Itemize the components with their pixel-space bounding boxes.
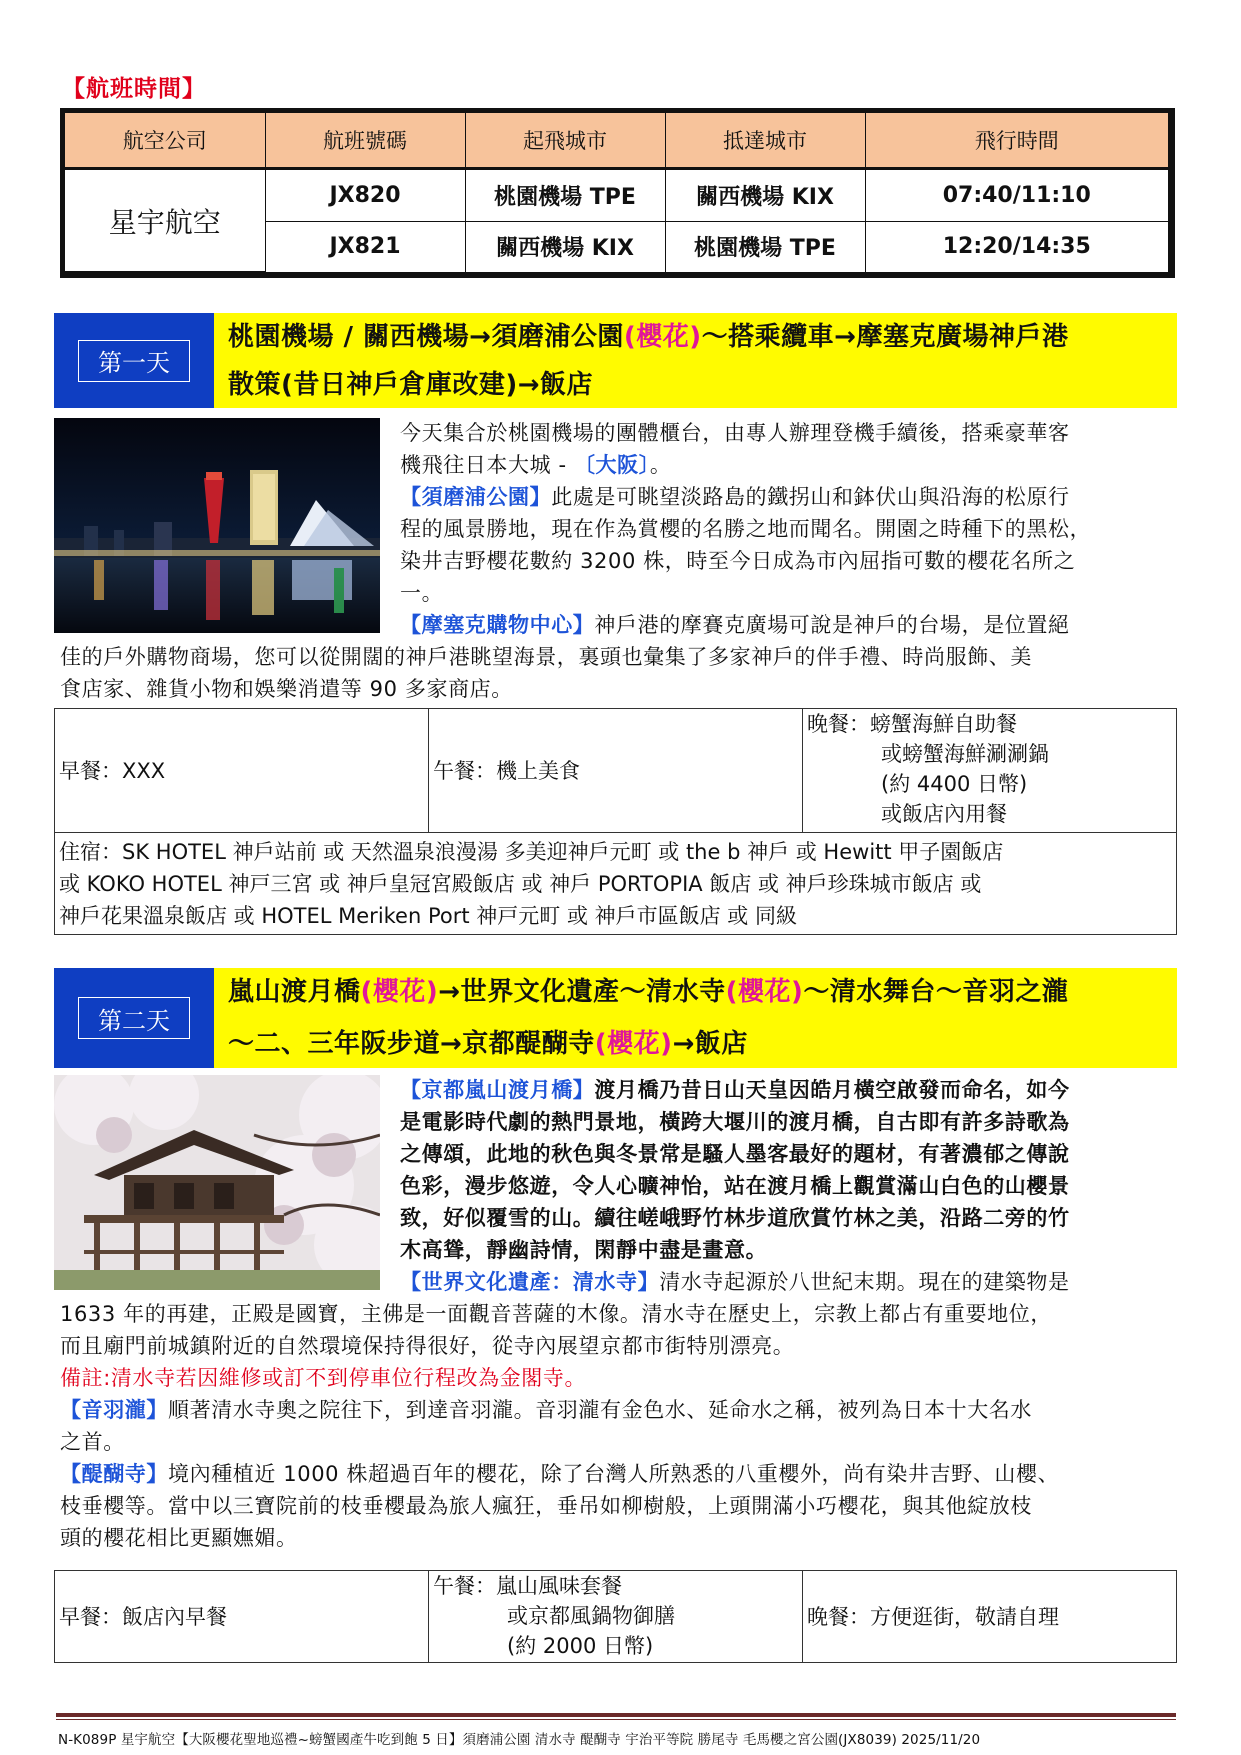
airline-cell: 星宇航空 (65, 169, 265, 272)
day2-text-line: 之傳頌，此地的秋色與冬景常是騷人墨客最好的題材，有著濃郁之傳說 (400, 1142, 1070, 1166)
osaka-highlight: 〔大阪〕 (573, 453, 650, 477)
day1-text-line: 食店家、雜貨小物和娛樂消遣等 90 多家商店。 (60, 677, 513, 701)
mosaic-mall-heading: 【摩塞克購物中心】 (400, 613, 595, 637)
dinner-line: 或螃蟹海鮮涮涮鍋 (881, 742, 1049, 766)
day2-badge (54, 968, 214, 1068)
departure-city-cell: 關西機場 KIX (465, 221, 665, 271)
day2-text-line: 境內種植近 1000 株超過百年的櫻花，除了台灣人所熟悉的八重櫻外，尚有染井吉野、山櫻、 (168, 1462, 1060, 1486)
arashiyama-heading: 【京都嵐山渡月橋】 (400, 1078, 595, 1102)
footer-text: N-K089P 星宇航空【大阪櫻花聖地巡禮~螃蟹國產牛吃到飽 5 日】須磨浦公園 清水寺 醍醐寺 宇治平等院 勝尾寺 毛馬櫻之宮公園(JX8039) 2025/11/20 (58, 1732, 981, 1748)
day2-title-part: 嵐山渡月橋 (228, 977, 361, 1007)
day2-text-line: 清水寺起源於八世紀末期。現在的建築物是 (659, 1270, 1070, 1294)
day1-text-line: 程的風景勝地，現在作為賞櫻的名勝之地而聞名。開園之時種下的黑松， (400, 517, 1092, 541)
flight-time-cell: 12:20/14:35 (942, 234, 1091, 260)
day2-title-part: →世界文化遺產～清水寺 (438, 977, 726, 1007)
dinner-line: 或飯店內用餐 (881, 802, 1007, 826)
day1-title-line2: 散策(昔日神戶倉庫改建)→飯店 (228, 370, 594, 400)
day2-title-part: ～清水舞台～音羽之瀧 (803, 977, 1069, 1007)
flight-number-cell: JX820 (265, 169, 465, 222)
footer-divider (56, 1713, 1176, 1717)
day1-text-line: 今天集合於桃園機場的團體櫃台，由專人辦理登機手續後，搭乘豪華客 (400, 421, 1070, 445)
arrival-city-cell: 關西機場 KIX (665, 169, 865, 222)
breakfast-cell: 早餐：XXX (55, 709, 429, 833)
day2-text-line: 是電影時代劇的熱門景地，橫跨大堰川的渡月橋，自古即有許多詩歌為 (400, 1110, 1070, 1134)
day2-text-line: 而且廟門前城鎮附近的自然環境保持得很好，從寺內展望京都市街特別漂亮。 (60, 1334, 795, 1358)
sumaura-park-heading: 【須磨浦公園】 (400, 485, 552, 509)
kobe-port-night-photo (54, 418, 380, 633)
day2-text-line: 木高聳，靜幽詩情，閑靜中盡是畫意。 (400, 1238, 768, 1262)
day1-title-part: ～搭乘纜車→摩塞克廣場神戶港 (701, 322, 1069, 352)
day2-meal-table (54, 1570, 1177, 1663)
kiyomizu-temple-photo (54, 1075, 380, 1290)
day2-text-line: 1633 年的再建，正殿是國寶，主佛是一面觀音菩薩的木像。清水寺在歷史上，宗教上都占有重要地位， (60, 1302, 1052, 1326)
kiyomizu-note: 備註:清水寺若因維修或訂不到停車位行程改為金閣寺。 (60, 1366, 587, 1390)
day1-text-line: 一。 (400, 581, 444, 605)
flight-time-cell: 07:40/11:10 (865, 169, 1168, 222)
dinner-line: 晚餐：螃蟹海鮮自助餐 (807, 712, 1017, 736)
day2-title-part: →飯店 (672, 1029, 748, 1059)
lunch-cell (429, 1571, 803, 1663)
breakfast-cell: 早餐：飯店內早餐 (55, 1571, 429, 1663)
day2-title-cherry: (櫻花) (594, 1029, 673, 1059)
day2-title (214, 968, 1177, 1068)
flight-number-cell: JX821 (265, 221, 465, 271)
footer-divider (56, 1719, 1176, 1720)
dinner-cell: 晚餐：方便逛街，敬請自理 (803, 1571, 1177, 1663)
hotel-cell (55, 833, 1177, 935)
day2-text-line: 順著清水寺奧之院往下，到達音羽瀧。音羽瀧有金色水、延命水之稱，被列為日本十大名水 (168, 1398, 1032, 1422)
day1-text-line: 。 (649, 453, 672, 477)
day2-text-line: 頭的櫻花相比更顯嫵媚。 (60, 1526, 298, 1550)
section-title-flights: 【航班時間】 (62, 76, 206, 102)
header-arrival-city: 抵達城市 (665, 113, 865, 169)
hotel-line: 或 KOKO HOTEL 神戸三宮 或 神戶皇冠宮殿飯店 或 神戶 PORTOPIA 飯店 或 神戶珍珠城市飯店 或 (59, 871, 982, 896)
lunch-line: (約 2000 日幣) (507, 1634, 654, 1658)
day1-text-line: 染井吉野櫻花數約 3200 株，時至今日成為市內屈指可數的櫻花名所之 (400, 549, 1076, 573)
kiyomizu-heading: 【世界文化遺產：清水寺】 (400, 1270, 660, 1294)
day2-text-line: 色彩，漫步悠遊，令人心曠神怡，站在渡月橋上觀賞滿山白色的山櫻景 (400, 1174, 1070, 1198)
day1-text-line: 神戶港的摩賽克廣場可說是神戶的台場，是位置絕 (594, 613, 1070, 637)
day1-badge (54, 313, 214, 408)
departure-city-cell: 桃園機場 TPE (465, 169, 665, 222)
lunch-line: 午餐：嵐山風味套餐 (433, 1574, 622, 1598)
day2-text-line: 渡月橋乃昔日山天皇因皓月橫空啟發而命名，如今 (594, 1078, 1070, 1102)
dinner-cell (803, 709, 1177, 833)
lunch-cell: 午餐：機上美食 (429, 709, 803, 833)
dinner-line: (約 4400 日幣) (881, 772, 1028, 796)
hotel-line: 神戶花果溫泉飯店 或 HOTEL Meriken Port 神戸元町 或 神戶市區飯店 或 同級 (59, 903, 797, 928)
day1-text-line: 機飛往日本大城 - (400, 453, 574, 477)
day1-badge-label: 第一天 (78, 340, 190, 382)
arrival-city-cell: 桃園機場 TPE (665, 221, 865, 271)
day2-title-part: ～二、三年阪步道→京都醍醐寺 (228, 1029, 595, 1059)
day1-text-line: 此處是可眺望淡路島的鐵拐山和鉢伏山與沿海的松原行 (551, 485, 1070, 509)
daigoji-heading: 【醍醐寺】 (60, 1462, 168, 1486)
day1-text-line: 佳的戶外購物商場，您可以從開闊的神戶港眺望海景，裏頭也彙集了多家神戶的伴手禮、時尚服飾、美 (60, 645, 1032, 669)
otowa-heading: 【音羽瀧】 (60, 1398, 168, 1422)
day2-text-line: 致，好似覆雪的山。續往嵯峨野竹林步道欣賞竹林之美，沿路二旁的竹 (400, 1206, 1070, 1230)
flight-table (60, 108, 1175, 278)
header-flight-time: 飛行時間 (865, 113, 1168, 169)
header-flight-number: 航班號碼 (265, 113, 465, 169)
day2-badge-label: 第二天 (78, 997, 190, 1039)
day2-title-cherry: (櫻花) (360, 977, 439, 1007)
day1-title-part: 桃園機場 / 關西機場→須磨浦公園 (228, 322, 624, 352)
day2-text-line: 枝垂櫻等。當中以三寶院前的枝垂櫻最為旅人瘋狂，垂吊如柳樹般，上頭開滿小巧櫻花，與其他綻放枝 (60, 1494, 1032, 1518)
lunch-line: 或京都風鍋物御膳 (507, 1604, 675, 1628)
day1-meal-table (54, 708, 1177, 935)
day2-title-cherry: (櫻花) (725, 977, 804, 1007)
day1-title (214, 313, 1177, 408)
header-airline: 航空公司 (65, 113, 265, 169)
day2-text-line: 之首。 (60, 1430, 125, 1454)
header-departure-city: 起飛城市 (465, 113, 665, 169)
hotel-line: 住宿：SK HOTEL 神戶站前 或 天然溫泉浪漫湯 多美迎神戶元町 或 the b 神戶 或 Hewitt 甲子園飯店 (59, 839, 1004, 864)
day1-title-cherry: (櫻花) (623, 322, 702, 352)
